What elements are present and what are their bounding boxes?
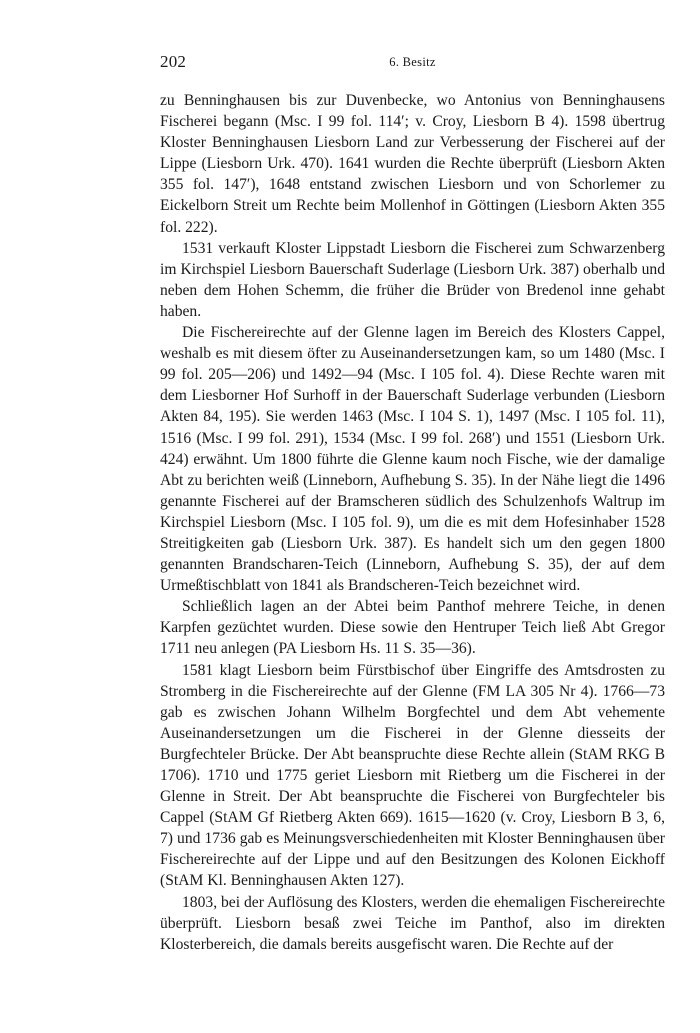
- body-text: [160, 90, 665, 955]
- paragraph-continuation: zu Benninghausen bis zur Duvenbecke, wo Antonius von Benninghausens Fischerei begann (Msc. I 99 fol. 114′; v. Croy, Liesborn B 4). 1598 übertrug Kloster Benninghausen Liesborn Land zur Verbesserung der Fischerei auf der Lippe (Liesborn Urk. 470). 1641 wurden die Rechte überprüft (Liesborn Akten 355 fol. 147′), 1648 entstand zwischen Liesborn und von Schorlemer zu Eickelborn Streit um Rechte beim Mollenhof in Göttingen (Liesborn Akten 355 fol. 222).: [160, 92, 665, 236]
- paragraph: Die Fischereirechte auf der Glenne lagen im Bereich des Klosters Cappel, weshalb es mit diesem öfter zu Auseinandersetzungen kam, so um 1480 (Msc. I 99 fol. 205—206) und 1492—94 (Msc. I 105 fol. 4). Diese Rechte waren mit dem Liesborner Hof Surhoff in der Bauerschaft Suderlage verbunden (Liesborn Akten 84, 195). Sie werden 1463 (Msc. I 104 S. 1), 1497 (Msc. I 105 fol. 11), 1516 (Msc. I 99 fol. 291), 1534 (Msc. I 99 fol. 268′) und 1551 (Liesborn Urk. 424) erwähnt. Um 1800 führte die Glenne kaum noch Fische, wie der damalige Abt zu berichten weiß (Linneborn, Aufhebung S. 35). In der Nähe liegt die 1496 genannte Fischerei auf der Bramscheren südlich des Schulzenhofs Waltrup im Kirchspiel Liesborn (Msc. I 105 fol. 9), um die es mit dem Hofesinhaber 1528 Streitigkeiten gab (Liesborn Urk. 387). Es handelt sich um den gegen 1800 genannten Brandscharen-Teich (Linneborn, Aufhebung S. 35), der auf dem Urmeßtischblatt von 1841 als Brandscheren-Teich bezeichnet wird.: [160, 324, 665, 595]
- paragraph: 1803, bei der Auflösung des Klosters, werden die ehemaligen Fischereirechte überprüft. Liesborn besaß zwei Teiche im Panthof, also im direkten Klosterbereich, die damals bereits ausgefischt waren. Die Rechte auf der: [160, 893, 665, 953]
- page-number: 202: [160, 52, 187, 71]
- page-header: [160, 52, 665, 74]
- paragraph: Schließlich lagen an der Abtei beim Panthof mehrere Teiche, in denen Karpfen gezüchtet wurden. Diese sowie den Hentruper Teich ließ Abt Gregor 1711 neu anlegen (PA Liesborn Hs. 11 S. 35—36).: [160, 598, 665, 658]
- running-head: 6. Besitz: [389, 55, 436, 69]
- paragraph: 1581 klagt Liesborn beim Fürstbischof über Eingriffe des Amtsdrosten zu Stromberg in die Fischereirechte auf der Glenne (FM LA 305 Nr 4). 1766—73 gab es zwischen Johann Wilhelm Borgfechtel und dem Abt vehemente Auseinandersetzungen um die Fischerei in der Glenne diesseits der Burgfechteler Brücke. Der Abt beanspruchte diese Rechte allein (StAM RKG B 1706). 1710 und 1775 geriet Liesborn mit Rietberg um die Fischerei in der Glenne in Streit. Der Abt beanspruchte die Fischerei von Burgfechteler bis Cappel (StAM Gf Rietberg Akten 669). 1615—1620 (v. Croy, Liesborn B 3, 6, 7) und 1736 gab es Meinungsverschiedenheiten mit Kloster Benninghausen über Fischereirechte auf der Lippe und auf den Besitzungen des Kolonen Eickhoff (StAM Kl. Benninghausen Akten 127).: [160, 661, 665, 890]
- paragraph: 1531 verkauft Kloster Lippstadt Liesborn die Fischerei zum Schwarzenberg im Kirchspiel Liesborn Bauerschaft Suderlage (Liesborn Urk. 387) oberhalb und neben dem Hohen Schemm, die früher die Brüder von Bredenol inne gehabt haben.: [160, 239, 665, 320]
